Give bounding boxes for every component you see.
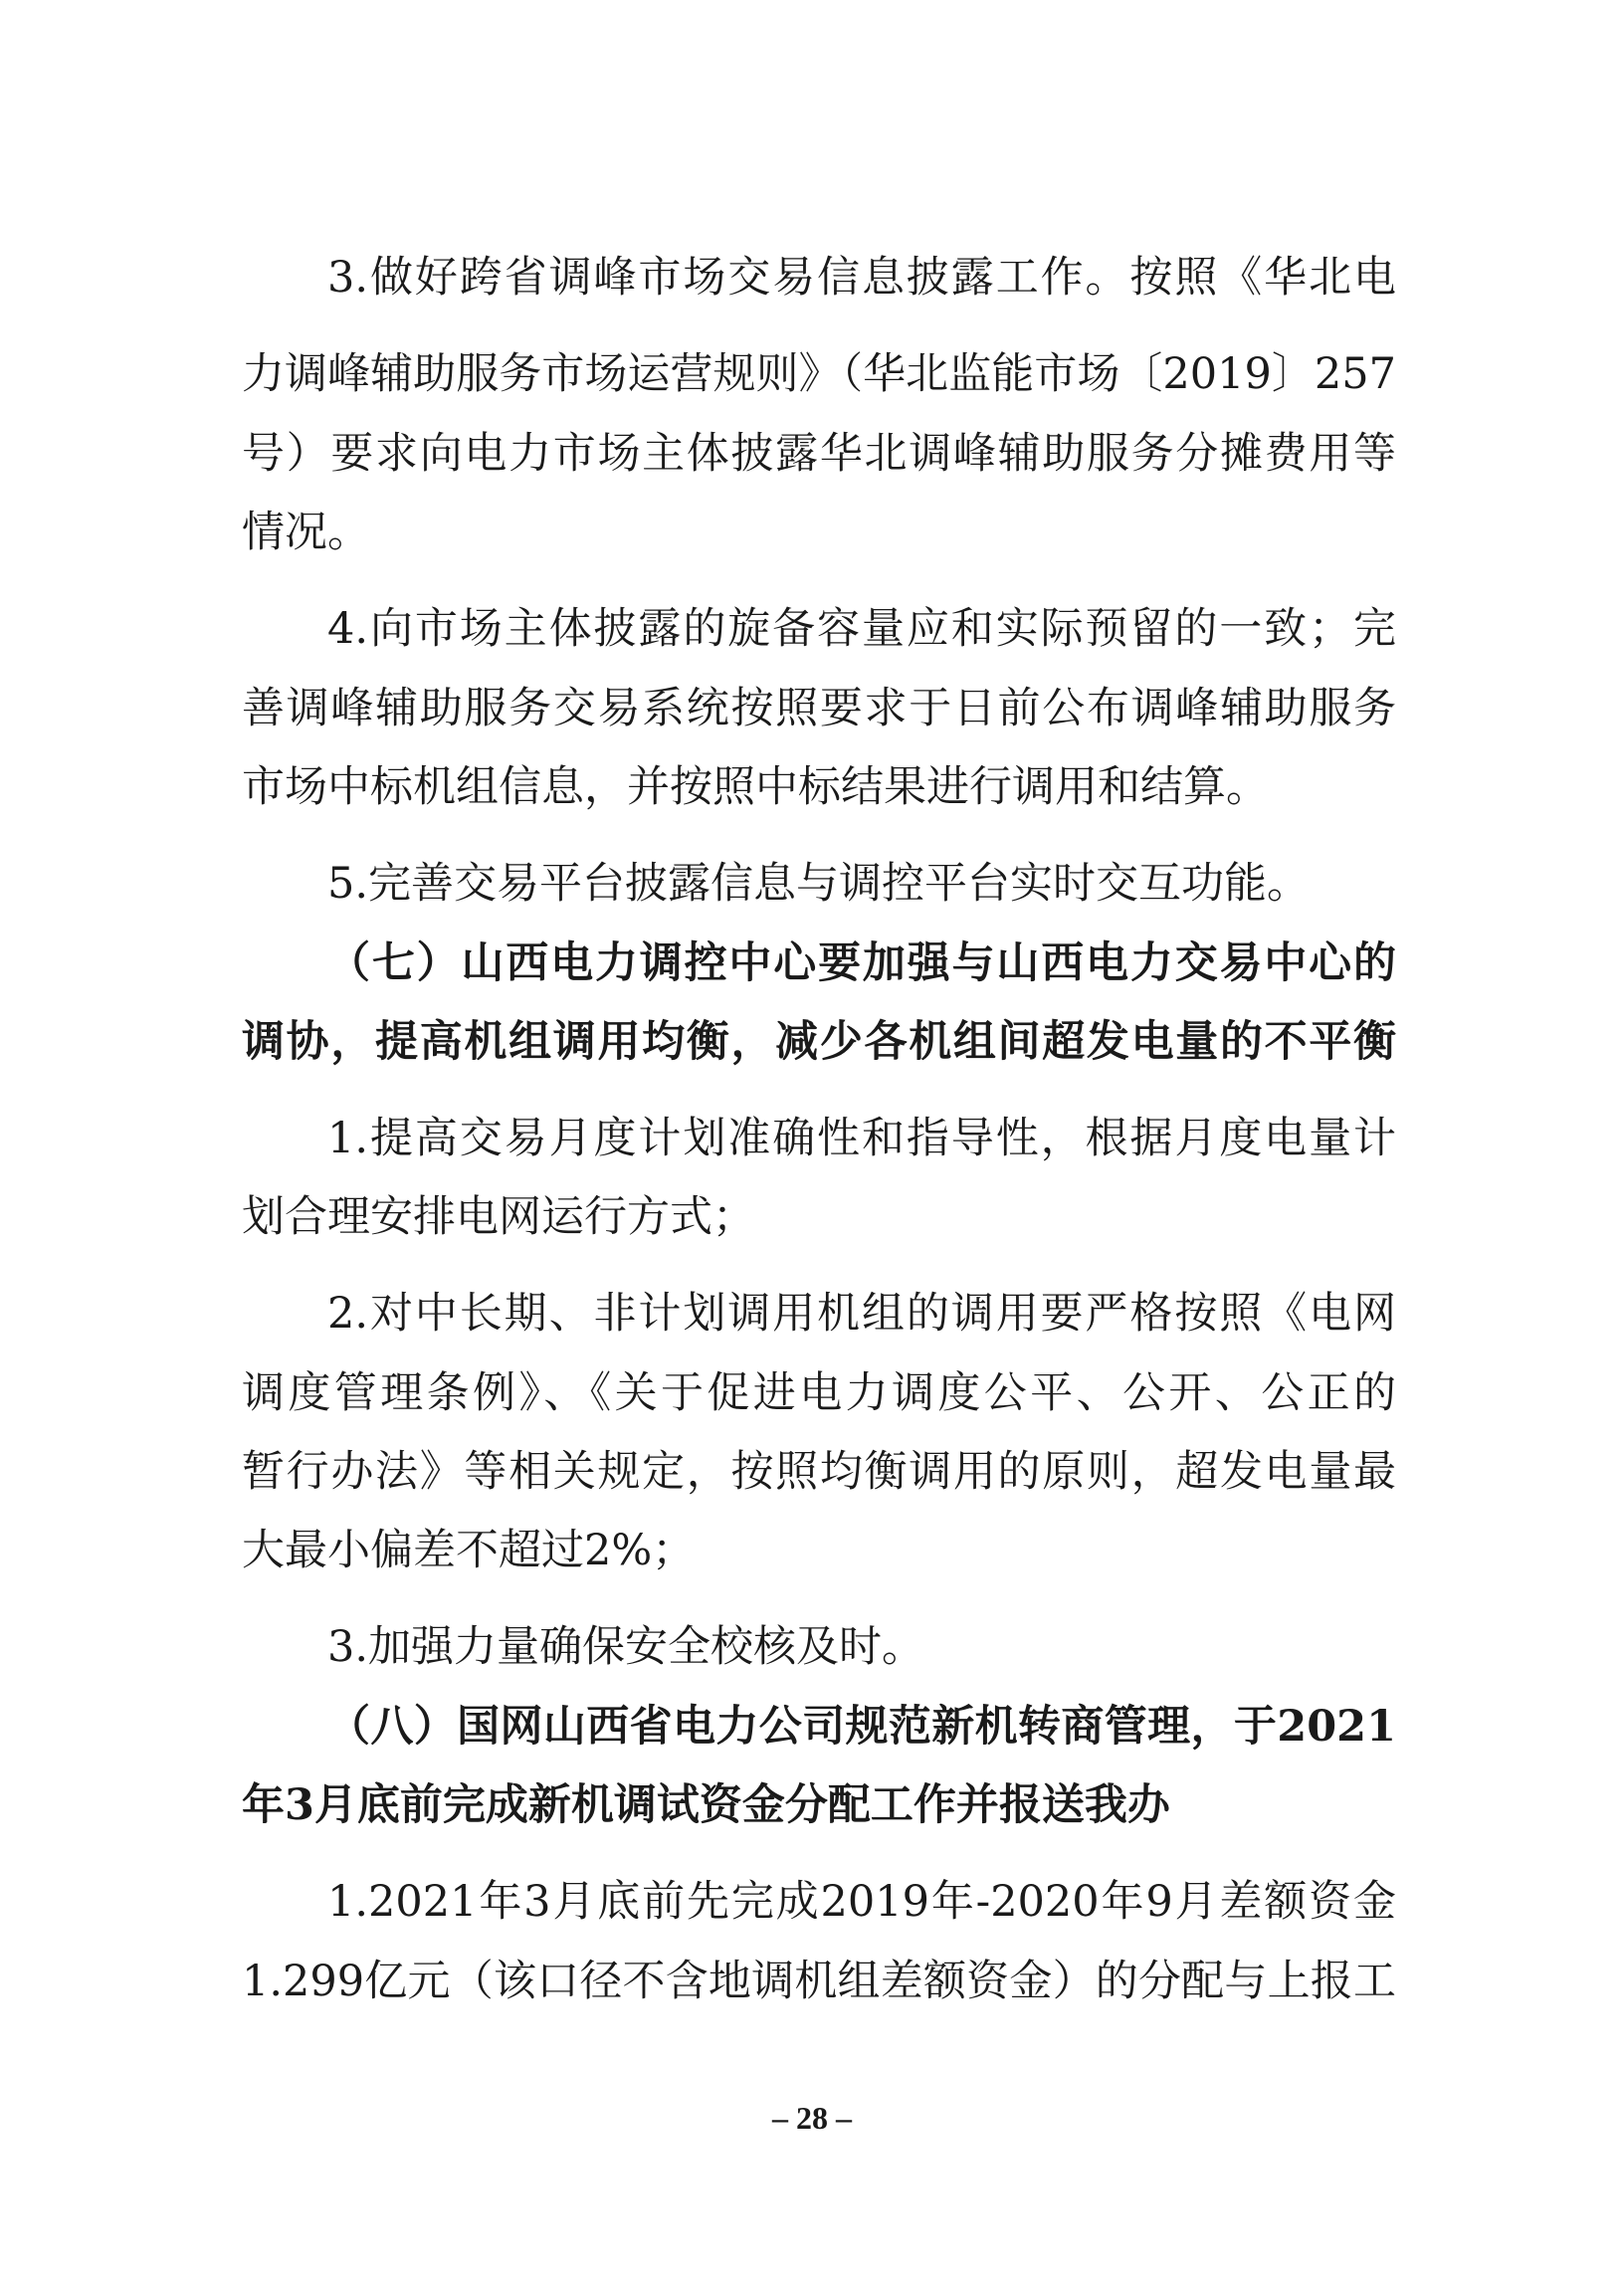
paragraph-line: 5.完善交易平台披露信息与调控平台实时交互功能。 (327, 859, 1311, 909)
paragraph-line: 号）要求向电力市场主体披露华北调峰辅助服务分摊费用等 (242, 429, 1396, 479)
section-heading-line: （七）山西电力调控中心要加强与山西电力交易中心的 (327, 938, 1396, 988)
paragraph-line: 1.299亿元（该口径不含地调机组差额资金）的分配与上报工 (242, 1957, 1396, 2006)
paragraph-line: 3.做好跨省调峰市场交易信息披露工作。按照《华北电 (327, 253, 1396, 303)
paragraph-line: 大最小偏差不超过2%； (242, 1526, 696, 1575)
paragraph-line: 善调峰辅助服务交易系统按照要求于日前公布调峰辅助服务 (242, 684, 1396, 733)
page-number: – 28 – (772, 2100, 852, 2136)
paragraph-line: 划合理安排电网运行方式； (242, 1192, 755, 1242)
paragraph-line: 力调峰辅助服务市场运营规则》（华北监能市场〔2019〕257 (242, 349, 1396, 399)
paragraph-line: 1.提高交易月度计划准确性和指导性，根据月度电量计 (327, 1114, 1396, 1163)
paragraph-line: 市场中标机组信息，并按照中标结果进行调用和结算。 (242, 762, 1269, 812)
section-heading-line: 年3月底前完成新机调试资金分配工作并报送我办 (242, 1780, 1170, 1830)
paragraph-line: 调度管理条例》、《关于促进电力调度公平、公开、公正的 (242, 1368, 1396, 1418)
paragraph-line: 1.2021年3月底前先完成2019年-2020年9月差额资金 (327, 1877, 1396, 1927)
section-heading-line: 调协，提高机组调用均衡，减少各机组间超发电量的不平衡 (242, 1017, 1396, 1067)
paragraph-line: 暂行办法》等相关规定，按照均衡调用的原则，超发电量最 (242, 1447, 1396, 1497)
paragraph-line: 2.对中长期、非计划调用机组的调用要严格按照《电网 (327, 1289, 1396, 1339)
paragraph-line: 情况。 (242, 508, 370, 557)
paragraph-line: 4.向市场主体披露的旋备容量应和实际预留的一致；完 (327, 604, 1396, 654)
section-heading-line: （八）国网山西省电力公司规范新机转商管理，于2021 (327, 1702, 1396, 1752)
paragraph-line: 3.加强力量确保安全校核及时。 (327, 1622, 925, 1672)
